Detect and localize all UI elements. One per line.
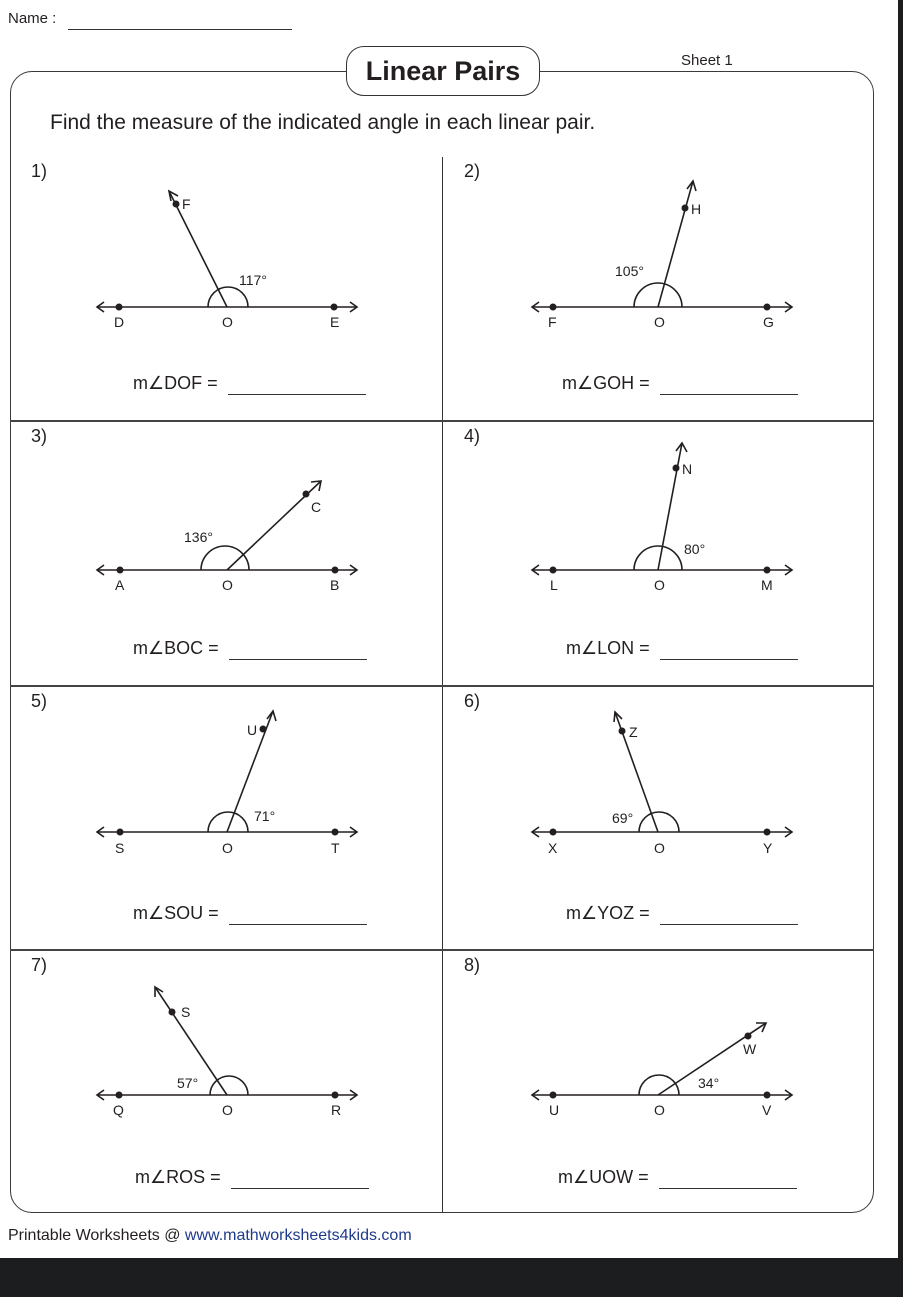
point-label: L [550, 577, 558, 593]
problem-number: 8) [464, 955, 481, 975]
answer-row [133, 638, 367, 660]
point-label: S [115, 840, 125, 856]
linear-pair-diagram [11, 422, 442, 622]
instruction: Find the measure of the indicated angle in each linear pair. [50, 111, 596, 134]
footer-text: Printable Worksheets @ [8, 1227, 185, 1244]
point-label: M [761, 577, 773, 593]
point-label: V [762, 1102, 772, 1118]
given-angle: 136° [184, 529, 213, 545]
answer-prompt: m∠ROS = [135, 1167, 221, 1187]
answer-blank[interactable] [659, 1188, 797, 1189]
answer-blank[interactable] [231, 1188, 369, 1189]
linear-pair-diagram [11, 157, 442, 357]
answer-prompt: m∠SOU = [133, 903, 219, 923]
footer-link[interactable]: www.mathworksheets4kids.com [184, 1227, 412, 1244]
answer-prompt: m∠GOH = [562, 373, 650, 393]
point-label: Q [113, 1102, 124, 1118]
given-angle: 117° [239, 272, 267, 288]
point-label: G [763, 314, 774, 330]
answer-row [558, 1167, 797, 1189]
given-angle: 71° [254, 808, 276, 824]
point-label: N [682, 461, 693, 477]
point-label: O [222, 840, 233, 856]
problem-6 [444, 687, 875, 950]
point-label: O [654, 1102, 665, 1118]
point-label: U [549, 1102, 560, 1118]
given-angle: 69° [612, 810, 634, 826]
point-label: O [222, 314, 233, 330]
point-label: X [548, 840, 558, 856]
answer-blank[interactable] [229, 659, 367, 660]
answer-prompt: m∠BOC = [133, 638, 219, 658]
linear-pair-diagram [444, 157, 875, 357]
linear-pair-diagram [11, 687, 442, 887]
point-label: H [691, 201, 702, 217]
point-label: U [247, 722, 258, 738]
problem-4 [444, 422, 875, 685]
problem-8 [444, 951, 875, 1214]
answer-row [133, 373, 366, 395]
answer-prompt: m∠LON = [566, 638, 650, 658]
answer-blank[interactable] [660, 924, 798, 925]
point-label: O [654, 840, 665, 856]
linear-pair-diagram [444, 951, 875, 1151]
answer-row [562, 373, 798, 395]
linear-pair-diagram [444, 687, 875, 887]
problem-number: 3) [31, 426, 48, 446]
point-label: O [222, 577, 233, 593]
given-angle: 80° [684, 541, 706, 557]
point-label: E [330, 314, 340, 330]
problem-number: 4) [464, 426, 481, 446]
sheet-label: Sheet 1 [681, 52, 733, 69]
problem-2 [444, 157, 875, 420]
problem-number: 1) [31, 161, 48, 181]
problem-number: 7) [31, 955, 48, 975]
point-label: Z [629, 724, 638, 740]
given-angle: 34° [698, 1075, 720, 1091]
answer-prompt: m∠YOZ = [566, 903, 650, 923]
linear-pair-diagram [444, 422, 875, 622]
point-label: A [115, 577, 125, 593]
answer-blank[interactable] [229, 924, 367, 925]
answer-row [135, 1167, 369, 1189]
problem-number: 6) [464, 691, 481, 711]
answer-blank[interactable] [660, 394, 798, 395]
point-label: Y [763, 840, 773, 856]
answer-row [566, 638, 798, 660]
given-angle: 57° [177, 1075, 199, 1091]
point-label: S [181, 1004, 191, 1020]
answer-blank[interactable] [228, 394, 366, 395]
point-label: B [330, 577, 340, 593]
linear-pair-diagram [11, 951, 442, 1151]
point-label: R [331, 1102, 342, 1118]
footer [8, 1227, 412, 1245]
problem-3 [11, 422, 442, 685]
point-label: F [182, 196, 191, 212]
answer-blank[interactable] [660, 659, 798, 660]
point-label: W [743, 1041, 757, 1057]
name-label: Name : [8, 10, 57, 27]
problem-7 [11, 951, 442, 1214]
point-label: C [311, 499, 322, 515]
answer-prompt: m∠UOW = [558, 1167, 649, 1187]
name-input-line[interactable] [68, 29, 292, 30]
point-label: O [222, 1102, 233, 1118]
point-label: O [654, 577, 665, 593]
point-label: D [114, 314, 125, 330]
problem-number: 2) [464, 161, 481, 181]
point-label: T [331, 840, 340, 856]
problem-1 [11, 157, 442, 420]
problem-number: 5) [31, 691, 48, 711]
problem-5 [11, 687, 442, 950]
point-label: O [654, 314, 665, 330]
answer-row [133, 903, 367, 925]
point-label: F [548, 314, 557, 330]
given-angle: 105° [615, 263, 644, 279]
answer-row [566, 903, 798, 925]
page-title: Linear Pairs [346, 46, 540, 96]
answer-prompt: m∠DOF = [133, 373, 218, 393]
